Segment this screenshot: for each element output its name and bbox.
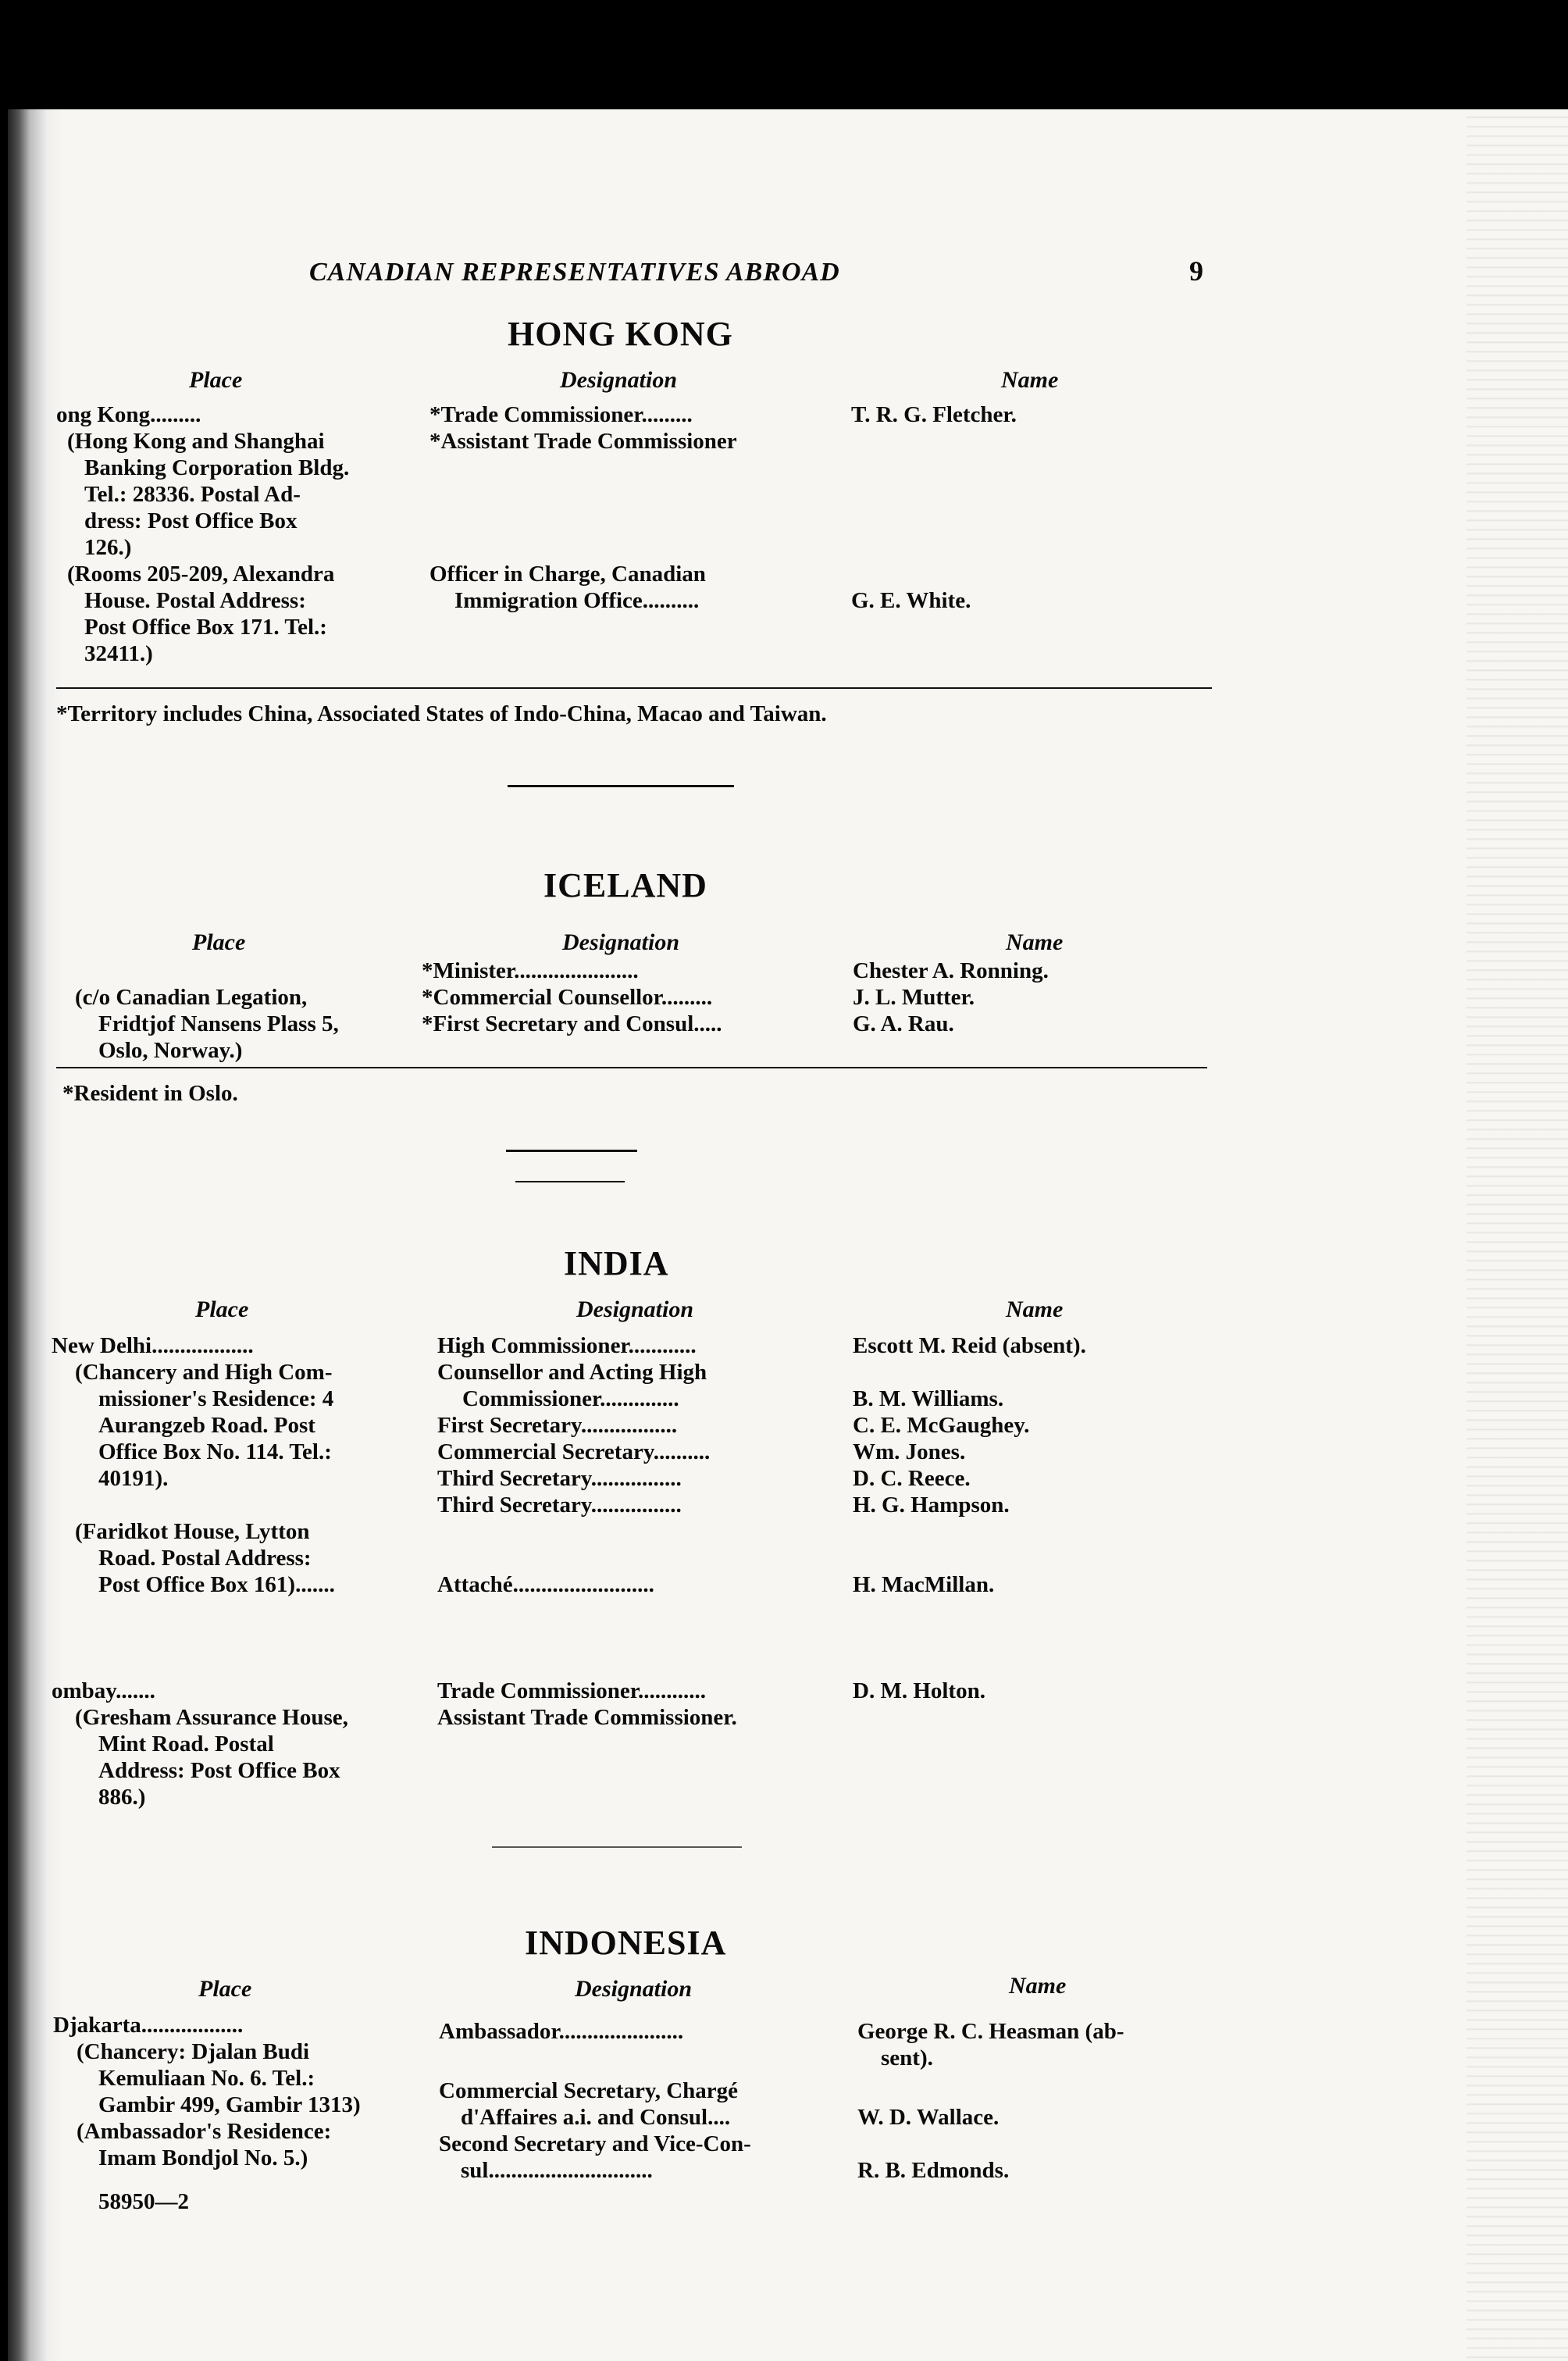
designation-line: Attaché.........................	[437, 1572, 654, 1597]
designation-line: Counsellor and Acting High	[437, 1360, 707, 1385]
place-line: Office Box No. 114. Tel.:	[98, 1439, 332, 1464]
name-line: D. C. Reece.	[853, 1466, 971, 1491]
place-line: (Hong Kong and Shanghai	[67, 429, 325, 454]
place-line: 32411.)	[84, 641, 153, 666]
section-divider	[506, 1150, 637, 1152]
column-header-place: Place	[195, 1296, 249, 1322]
designation-line: Commercial Secretary, Chargé	[439, 2078, 739, 2103]
place-line: Banking Corporation Bldg.	[84, 455, 350, 480]
place-line: (Rooms 205-209, Alexandra	[67, 562, 335, 587]
section-divider	[508, 785, 734, 787]
name-line: George R. C. Heasman (ab-	[857, 2019, 1124, 2044]
section-rule	[56, 1067, 1207, 1068]
designation-line: Officer in Charge, Canadian	[429, 562, 706, 587]
column-header-place: Place	[189, 367, 243, 393]
designation-line: Ambassador......................	[439, 2019, 684, 2044]
section-divider	[492, 1846, 742, 1848]
name-line: G. E. White.	[851, 588, 971, 613]
designation-line: Immigration Office..........	[454, 588, 700, 613]
designation-line: *Minister......................	[422, 958, 639, 983]
name-line: Escott M. Reid (absent).	[853, 1333, 1086, 1358]
section-rule	[56, 687, 1212, 689]
column-header-designation: Designation	[562, 929, 680, 955]
place-line: Aurangzeb Road. Post	[98, 1413, 315, 1438]
place-line: Gambir 499, Gambir 1313)	[98, 2092, 361, 2117]
place-line: (Gresham Assurance House,	[75, 1705, 348, 1730]
designation-line: Third Secretary................	[437, 1466, 682, 1491]
place-line: (Chancery: Djalan Budi	[77, 2039, 310, 2064]
name-line: D. M. Holton.	[853, 1678, 985, 1703]
name-line: H. G. Hampson.	[853, 1493, 1010, 1518]
place-line: Kemuliaan No. 6. Tel.:	[98, 2066, 315, 2091]
designation-line: Commissioner..............	[462, 1386, 679, 1411]
place-line: Mint Road. Postal	[98, 1732, 274, 1756]
page-number: 9	[1189, 255, 1203, 287]
name-line: Wm. Jones.	[853, 1439, 966, 1464]
printer-code: 58950—2	[98, 2189, 189, 2214]
scanned-page	[8, 109, 1568, 2361]
name-line: R. B. Edmonds.	[857, 2158, 1010, 2183]
place-line: House. Postal Address:	[84, 588, 306, 613]
designation-line: First Secretary.................	[437, 1413, 678, 1438]
name-line: W. D. Wallace.	[857, 2105, 1000, 2130]
running-title: CANADIAN REPRESENTATIVES ABROAD	[309, 258, 840, 287]
name-line: G. A. Rau.	[853, 1011, 954, 1036]
column-header-name: Name	[1009, 1973, 1067, 1999]
column-header-place: Place	[198, 1976, 252, 2002]
designation-line: *First Secretary and Consul.....	[422, 1011, 722, 1036]
place-line: 126.)	[84, 535, 132, 560]
name-line: C. E. McGaughey.	[853, 1413, 1030, 1438]
designation-line: d'Affaires a.i. and Consul....	[461, 2105, 731, 2130]
name-line: J. L. Mutter.	[853, 985, 975, 1010]
section-title-indonesia: INDONESIA	[525, 1924, 727, 1962]
section-title-iceland: ICELAND	[543, 866, 707, 904]
place-line: Post Office Box 161).......	[98, 1572, 335, 1597]
designation-line: Assistant Trade Commissioner.	[437, 1705, 737, 1730]
place-line: Djakarta..................	[53, 2013, 244, 2038]
designation-line: Commercial Secretary..........	[437, 1439, 711, 1464]
designation-line: High Commissioner............	[437, 1333, 697, 1358]
place-line: ong Kong.........	[56, 402, 201, 427]
column-header-name: Name	[1006, 1296, 1064, 1322]
column-header-designation: Designation	[575, 1976, 693, 2002]
designation-line: *Commercial Counsellor.........	[422, 985, 713, 1010]
place-line: Oslo, Norway.)	[98, 1038, 243, 1063]
designation-line: *Assistant Trade Commissioner	[429, 429, 737, 454]
name-line: sent).	[881, 2045, 933, 2070]
section-divider	[515, 1181, 625, 1182]
place-line: 40191).	[98, 1466, 169, 1491]
designation-line: Second Secretary and Vice-Con-	[439, 2131, 751, 2156]
place-line: ombay.......	[52, 1678, 155, 1703]
place-line: (Chancery and High Com-	[75, 1360, 333, 1385]
bleed-through-edge	[1466, 109, 1568, 2361]
place-line: Tel.: 28336. Postal Ad-	[84, 482, 301, 507]
name-line: T. R. G. Fletcher.	[851, 402, 1017, 427]
column-header-name: Name	[1006, 929, 1064, 955]
footnote-hong-kong: *Territory includes China, Associated States of Indo-China, Macao and Taiwan.	[56, 701, 827, 726]
place-line: Imam Bondjol No. 5.)	[98, 2145, 308, 2170]
name-line: Chester A. Ronning.	[853, 958, 1049, 983]
designation-line: sul.............................	[461, 2158, 653, 2183]
place-line: 886.)	[98, 1785, 146, 1810]
place-line: (Faridkot House, Lytton	[75, 1519, 310, 1544]
place-line: dress: Post Office Box	[84, 508, 298, 533]
place-line: (Ambassador's Residence:	[77, 2119, 332, 2144]
place-line: Fridtjof Nansens Plass 5,	[98, 1011, 339, 1036]
place-line: (c/o Canadian Legation,	[75, 985, 308, 1010]
designation-line: *Trade Commissioner.........	[429, 402, 693, 427]
designation-line: Trade Commissioner............	[437, 1678, 706, 1703]
place-line: New Delhi..................	[52, 1333, 254, 1358]
column-header-designation: Designation	[560, 367, 678, 393]
section-title-hong-kong: HONG KONG	[508, 315, 733, 353]
name-line: H. MacMillan.	[853, 1572, 995, 1597]
designation-line: Third Secretary................	[437, 1493, 682, 1518]
place-line: Address: Post Office Box	[98, 1758, 340, 1783]
footnote-iceland: *Resident in Oslo.	[62, 1081, 238, 1106]
column-header-designation: Designation	[576, 1296, 694, 1322]
column-header-name: Name	[1001, 367, 1059, 393]
column-header-place: Place	[192, 929, 246, 955]
place-line: Post Office Box 171. Tel.:	[84, 615, 327, 640]
section-title-india: INDIA	[564, 1244, 669, 1282]
place-line: missioner's Residence: 4	[98, 1386, 334, 1411]
name-line: B. M. Williams.	[853, 1386, 1004, 1411]
place-line: Road. Postal Address:	[98, 1546, 312, 1571]
